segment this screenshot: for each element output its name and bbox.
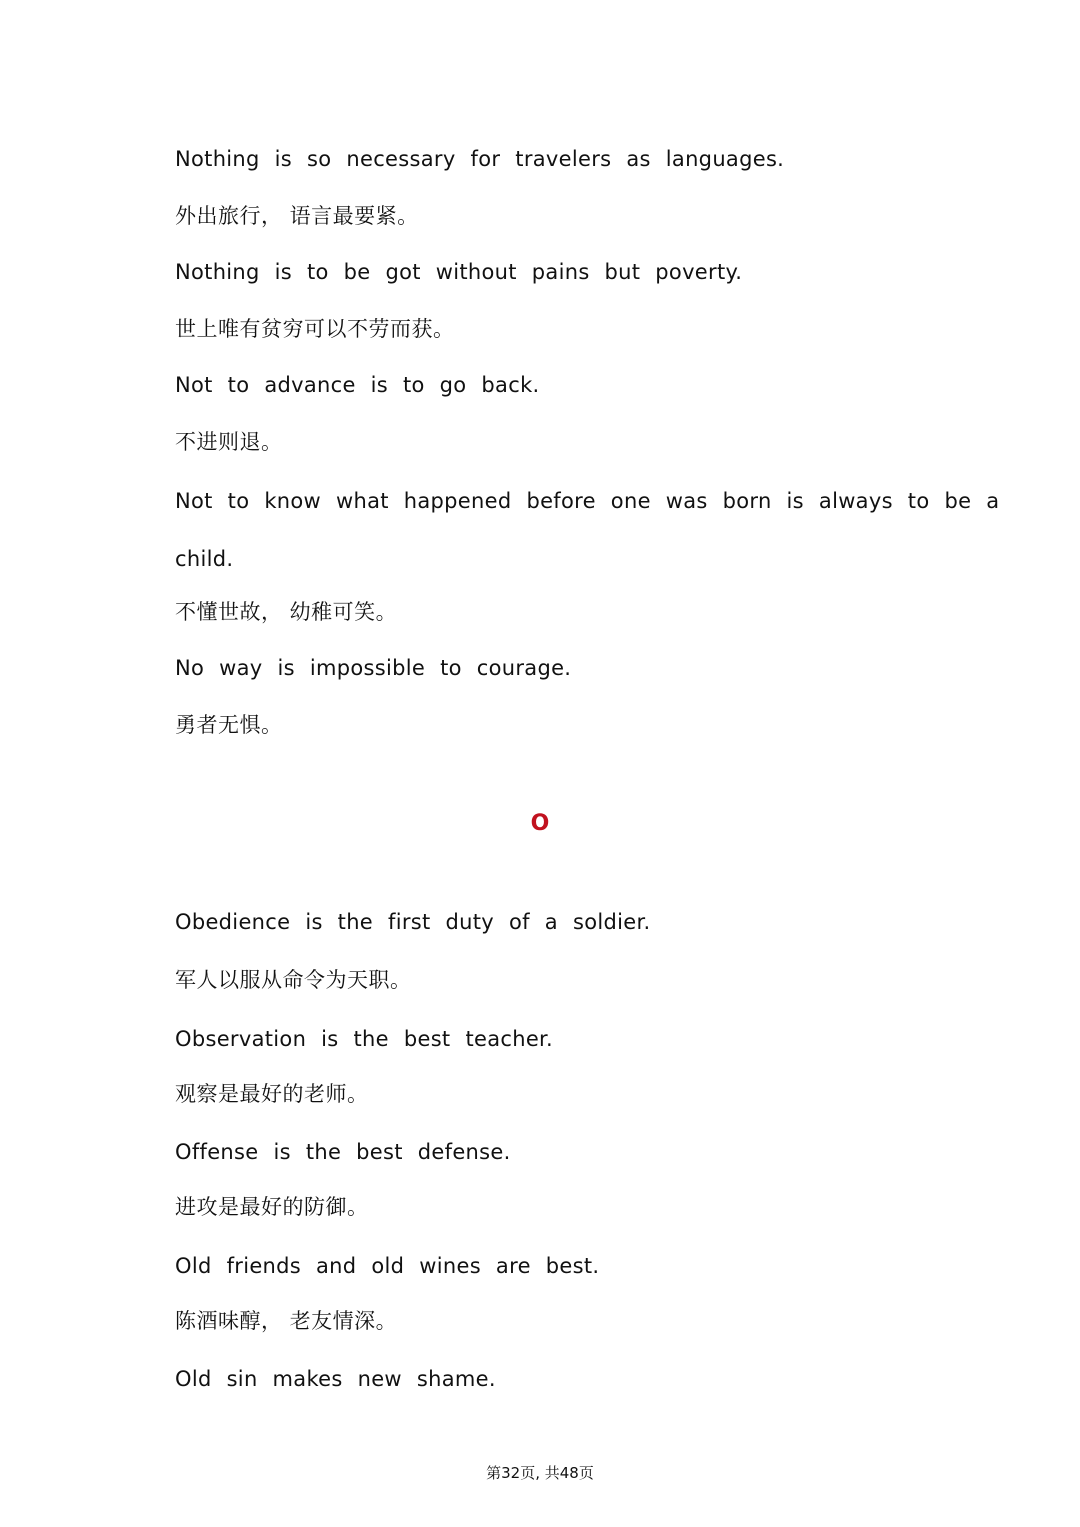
proverb-english: Not to know what happened before one was born is always to be a xyxy=(175,489,1000,513)
proverb-english: Obedience is the first duty of a soldier. xyxy=(175,910,651,934)
proverb-chinese: 进攻是最好的防御。 xyxy=(175,1195,369,1219)
section-heading-letter: O xyxy=(530,811,550,836)
proverb-english: Nothing is so necessary for travelers as languages. xyxy=(175,147,785,171)
proverb-english: Old friends and old wines are best. xyxy=(175,1254,600,1278)
proverb-english: Not to advance is to go back. xyxy=(175,373,540,397)
proverb-chinese: 勇者无惧。 xyxy=(175,713,283,737)
proverb-english: Old sin makes new shame. xyxy=(175,1367,496,1391)
proverb-english: Nothing is to be got without pains but poverty. xyxy=(175,260,743,284)
proverb-english: Observation is the best teacher. xyxy=(175,1027,554,1051)
proverb-chinese: 军人以服从命令为天职。 xyxy=(175,968,412,992)
proverb-chinese: 陈酒味醇， 老友情深。 xyxy=(175,1309,398,1333)
proverb-chinese: 观察是最好的老师。 xyxy=(175,1082,369,1106)
proverb-chinese: 世上唯有贫穷可以不劳而获。 xyxy=(175,317,455,341)
proverb-english: No way is impossible to courage. xyxy=(175,656,572,680)
proverb-chinese: 不进则退。 xyxy=(175,430,283,454)
page-number-footer: 第32页, 共48页 xyxy=(486,1464,594,1482)
proverb-english-continued: child. xyxy=(175,547,234,571)
proverb-english: Offense is the best defense. xyxy=(175,1140,511,1164)
proverb-chinese: 不懂世故， 幼稚可笑。 xyxy=(175,600,398,624)
proverb-chinese: 外出旅行， 语言最要紧。 xyxy=(175,204,419,228)
